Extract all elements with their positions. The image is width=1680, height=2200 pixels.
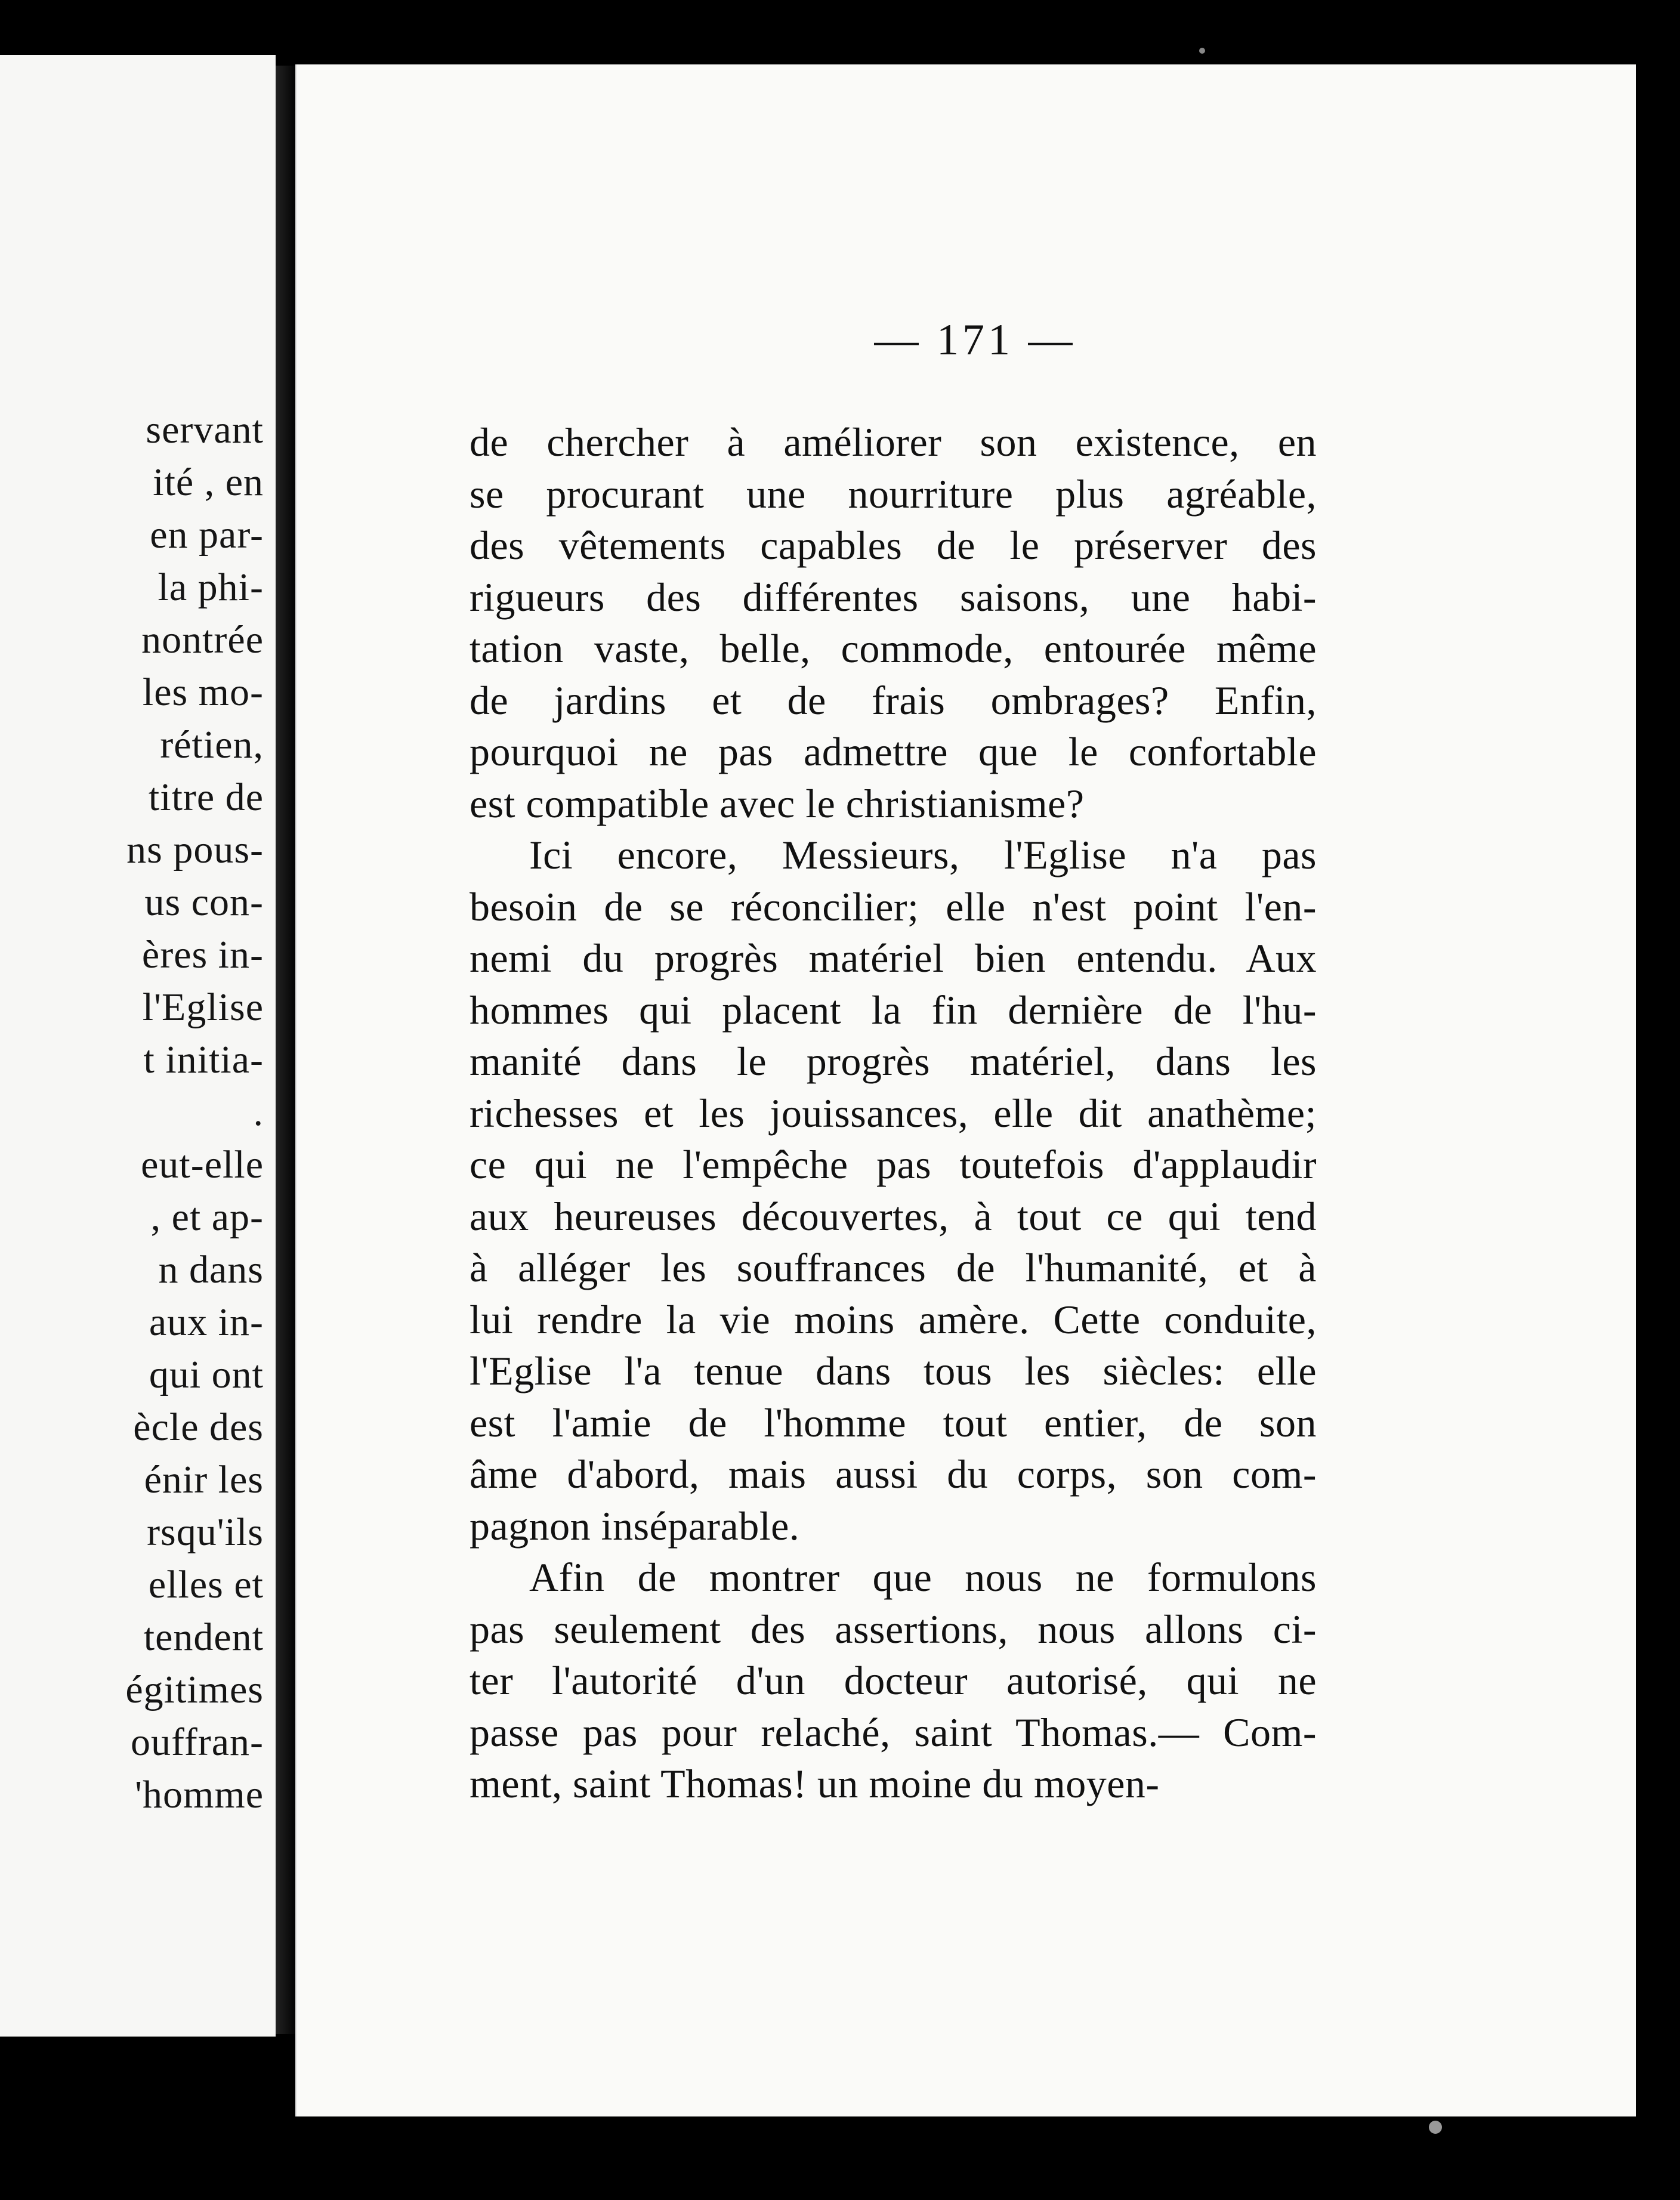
left-page-line: les mo- xyxy=(142,670,264,714)
text-line: ter l'autorité d'un docteur autorisé, qui ne xyxy=(470,1658,1317,1703)
text-line: rigueurs des différentes saisons, une habi- xyxy=(470,574,1317,620)
left-page-line: , et ap- xyxy=(150,1195,264,1239)
text-line: Afin de montrer que nous ne formulons xyxy=(529,1555,1317,1600)
text-line: Ici encore, Messieurs, l'Eglise n'a pas xyxy=(529,832,1317,877)
paragraph xyxy=(470,829,1317,1552)
text-line: des vêtements capables de le préserver des xyxy=(470,523,1317,568)
text-line: besoin de se réconcilier; elle n'est point l'en- xyxy=(470,883,1317,929)
text-line: de jardins et de frais ombrages? Enfin, xyxy=(470,677,1317,723)
text-line: lui rendre la vie moins amère. Cette conduite, xyxy=(470,1296,1317,1342)
left-page-line: elles et xyxy=(148,1563,264,1606)
text-line: ment, saint Thomas! un moine du moyen- xyxy=(470,1761,1160,1806)
left-page-line: ères in- xyxy=(141,933,264,977)
left-page-line: rsqu'ils xyxy=(147,1510,264,1554)
text-line: richesses et les jouissances, elle dit anathème; xyxy=(470,1090,1317,1136)
text-line: pagnon inséparable. xyxy=(470,1503,800,1549)
left-page-line: l'Eglise xyxy=(142,985,264,1029)
left-page-line: la phi- xyxy=(158,566,264,609)
text-line: manité dans le progrès matériel, dans les xyxy=(470,1039,1317,1084)
left-page-line: aux in- xyxy=(149,1300,264,1344)
left-page-line: 'homme xyxy=(135,1773,264,1816)
left-page xyxy=(0,55,276,2037)
left-page-line: us con- xyxy=(144,880,264,924)
left-page-line: nontrée xyxy=(141,618,264,662)
text-line: à alléger les souffrances de l'humanité, et à xyxy=(470,1245,1317,1290)
page-body-text xyxy=(470,416,1317,1810)
text-line: ce qui ne l'empêche pas toutefois d'applaudir xyxy=(470,1142,1317,1187)
left-page-line: . xyxy=(253,1090,264,1134)
paragraph xyxy=(470,416,1317,829)
left-page-line: eut-elle xyxy=(141,1143,264,1186)
left-page-line: ouffran- xyxy=(130,1720,264,1764)
left-page-line: énir les xyxy=(144,1458,264,1501)
text-line: aux heureuses découvertes, à tout ce qui tend xyxy=(470,1193,1317,1239)
left-page-line: n dans xyxy=(158,1248,264,1291)
left-page-line: tendent xyxy=(143,1615,264,1659)
text-line: l'Eglise l'a tenue dans tous les siècles: elle xyxy=(470,1348,1317,1393)
page-number: — 171 — xyxy=(874,316,1076,364)
text-line: pourquoi ne pas admettre que le confortable xyxy=(470,729,1317,774)
text-line: passe pas pour relaché, saint Thomas.— Com- xyxy=(470,1709,1317,1755)
text-line: âme d'abord, mais aussi du corps, son com- xyxy=(470,1451,1317,1497)
left-page-line: en par- xyxy=(150,513,264,557)
text-line: nemi du progrès matériel bien entendu. Aux xyxy=(470,935,1317,981)
left-page-text xyxy=(125,404,264,1821)
text-line: de chercher à améliorer son existence, en xyxy=(470,419,1317,465)
left-page-line: rétien, xyxy=(160,723,264,767)
text-line: se procurant une nourriture plus agréable, xyxy=(470,471,1317,517)
text-line: hommes qui placent la fin dernière de l'hu- xyxy=(470,987,1317,1033)
left-page-line: qui ont xyxy=(149,1353,264,1396)
left-page-line: ité , en xyxy=(153,461,264,504)
left-page-line: ns pous- xyxy=(126,828,264,872)
paragraph xyxy=(470,1552,1317,1810)
text-line: est compatible avec le christianisme? xyxy=(470,780,1085,826)
text-line: est l'amie de l'homme tout entier, de son xyxy=(470,1399,1317,1445)
text-line: tation vaste, belle, commode, entourée même xyxy=(470,626,1317,671)
left-page-line: ècle des xyxy=(133,1405,264,1449)
dust-speck xyxy=(1199,48,1205,54)
right-page xyxy=(295,64,1636,2116)
left-page-line: égitimes xyxy=(125,1668,264,1711)
dust-speck xyxy=(1429,2121,1442,2134)
text-line: pas seulement des assertions, nous allons ci- xyxy=(470,1606,1317,1652)
left-page-line: t initia- xyxy=(143,1038,264,1082)
left-page-line: titre de xyxy=(148,775,264,819)
left-page-line: servant xyxy=(146,408,264,452)
